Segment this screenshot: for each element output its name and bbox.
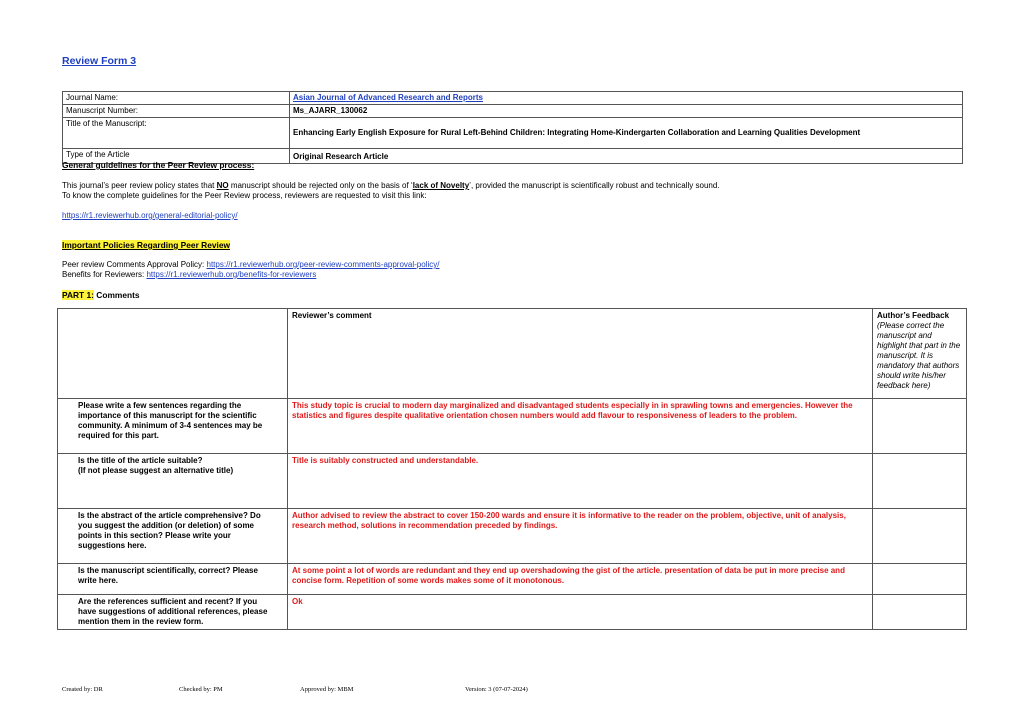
footer-checked: Checked by: PM xyxy=(179,686,223,693)
feedback-cell[interactable] xyxy=(873,595,967,630)
question-importance: Please write a few sentences regarding the importance of this manuscript for the scientific community. A minimum of 3-4 sentences may be required for this part. xyxy=(58,399,288,454)
benefits-line xyxy=(62,270,316,279)
manuscript-number-label: Manuscript Number: xyxy=(63,105,290,118)
comments-header-row xyxy=(58,309,967,399)
comment-references: Ok xyxy=(288,595,873,630)
guidelines-paragraph-2: To know the complete guidelines for the Peer Review process, reviewers are requested to visit this link: xyxy=(62,191,427,200)
guidelines-text-a: This journal’s peer review policy states that xyxy=(62,181,217,190)
header-blank-cell xyxy=(58,309,288,399)
guidelines-paragraph-1 xyxy=(62,181,720,191)
table-row xyxy=(58,595,967,630)
info-row-manuscript xyxy=(63,105,963,118)
approval-policy-label: Peer review Comments Approval Policy: xyxy=(62,260,207,269)
table-row xyxy=(58,399,967,454)
comment-title: Title is suitably constructed and understandable. xyxy=(288,454,873,509)
part-label: PART 1: xyxy=(62,290,94,300)
comments-table xyxy=(57,308,967,630)
comment-abstract: Author advised to review the abstract to cover 150-200 wards and ensure it is informative to the reader on the problem, objective, unit of analysis, research method, solutions in recommendation preceded by findings. xyxy=(288,509,873,564)
guidelines-heading: General guidelines for the Peer Review process: xyxy=(62,160,255,170)
footer-approved: Approved by: MBM xyxy=(300,686,354,693)
manuscript-info-table xyxy=(62,91,963,164)
manuscript-title-label: Title of the Manuscript: xyxy=(63,118,290,149)
author-feedback-title: Author’s Feedback xyxy=(877,311,950,320)
guidelines-novelty: lack of Novelty xyxy=(412,181,470,190)
journal-label: Journal Name: xyxy=(63,92,290,105)
footer-created: Created by: DR xyxy=(62,686,103,693)
policies-heading: Important Policies Regarding Peer Review xyxy=(62,240,231,250)
author-feedback-note: (Please correct the manuscript and highlight that part in the manuscript. It is mandatory that authors should write his/her feedback here) xyxy=(877,321,961,390)
benefits-link[interactable]: https://r1.reviewerhub.org/benefits-for-reviewers xyxy=(146,270,317,279)
guidelines-text-b: manuscript should be rejected only on the basis of ‘ xyxy=(228,181,413,190)
guidelines-no: NO xyxy=(216,181,229,190)
article-type-value: Original Research Article xyxy=(290,149,963,164)
approval-policy-link[interactable]: https://r1.reviewerhub.org/peer-review-comments-approval-policy/ xyxy=(206,260,440,269)
table-row xyxy=(58,509,967,564)
feedback-cell[interactable] xyxy=(873,564,967,595)
approval-policy-line xyxy=(62,260,439,269)
part-title: Comments xyxy=(93,290,140,300)
comment-scientific: At some point a lot of words are redundant and they end up overshadowing the gist of the article. presentation of data be put in more precise and concise form. Repetition of some words makes some of it monotonous. xyxy=(288,564,873,595)
info-row-title xyxy=(63,118,963,149)
journal-link[interactable]: Asian Journal of Advanced Research and Reports xyxy=(290,92,963,105)
benefits-label: Benefits for Reviewers: xyxy=(62,270,147,279)
feedback-cell[interactable] xyxy=(873,454,967,509)
header-reviewer-comment: Reviewer’s comment xyxy=(288,309,873,399)
guidelines-text-c: ’, provided the manuscript is scientifically robust and technically sound. xyxy=(469,181,720,190)
header-author-feedback xyxy=(873,309,967,399)
footer-version: Version: 3 (07-07-2024) xyxy=(465,686,528,693)
question-references: Are the references sufficient and recent? If you have suggestions of additional references, please mention them in the review form. xyxy=(58,595,288,630)
info-row-journal xyxy=(63,92,963,105)
manuscript-title-value: Enhancing Early English Exposure for Rural Left-Behind Children: Integrating Home-Kindergarten Collaboration and Learning Qualities Development xyxy=(290,118,963,149)
form-title: Review Form 3 xyxy=(62,55,137,67)
part-heading xyxy=(62,290,140,300)
question-title-line-2: (If not please suggest an alternative title) xyxy=(78,466,234,475)
feedback-cell[interactable] xyxy=(873,399,967,454)
question-title-line-1: Is the title of the article suitable? xyxy=(78,456,203,465)
table-row xyxy=(58,454,967,509)
table-row xyxy=(58,564,967,595)
article-type-label: Type of the Article xyxy=(63,149,290,164)
comment-importance: This study topic is crucial to modern day marginalized and disadvantaged students especially in in sprawling towns and emergencies. However the statistics and figures despite qualitative orientation chosen numbers would add flavour to responsiveness of leaders to the problem. xyxy=(288,399,873,454)
question-scientific: Is the manuscript scientifically, correct? Please write here. xyxy=(58,564,288,595)
manuscript-number-value: Ms_AJARR_130062 xyxy=(290,105,963,118)
feedback-cell[interactable] xyxy=(873,509,967,564)
question-abstract: Is the abstract of the article comprehensive? Do you suggest the addition (or deletion) of some points in this section? Please write your suggestions here. xyxy=(58,509,288,564)
editorial-policy-link[interactable]: https://r1.reviewerhub.org/general-editorial-policy/ xyxy=(62,211,238,220)
question-title xyxy=(58,454,288,509)
